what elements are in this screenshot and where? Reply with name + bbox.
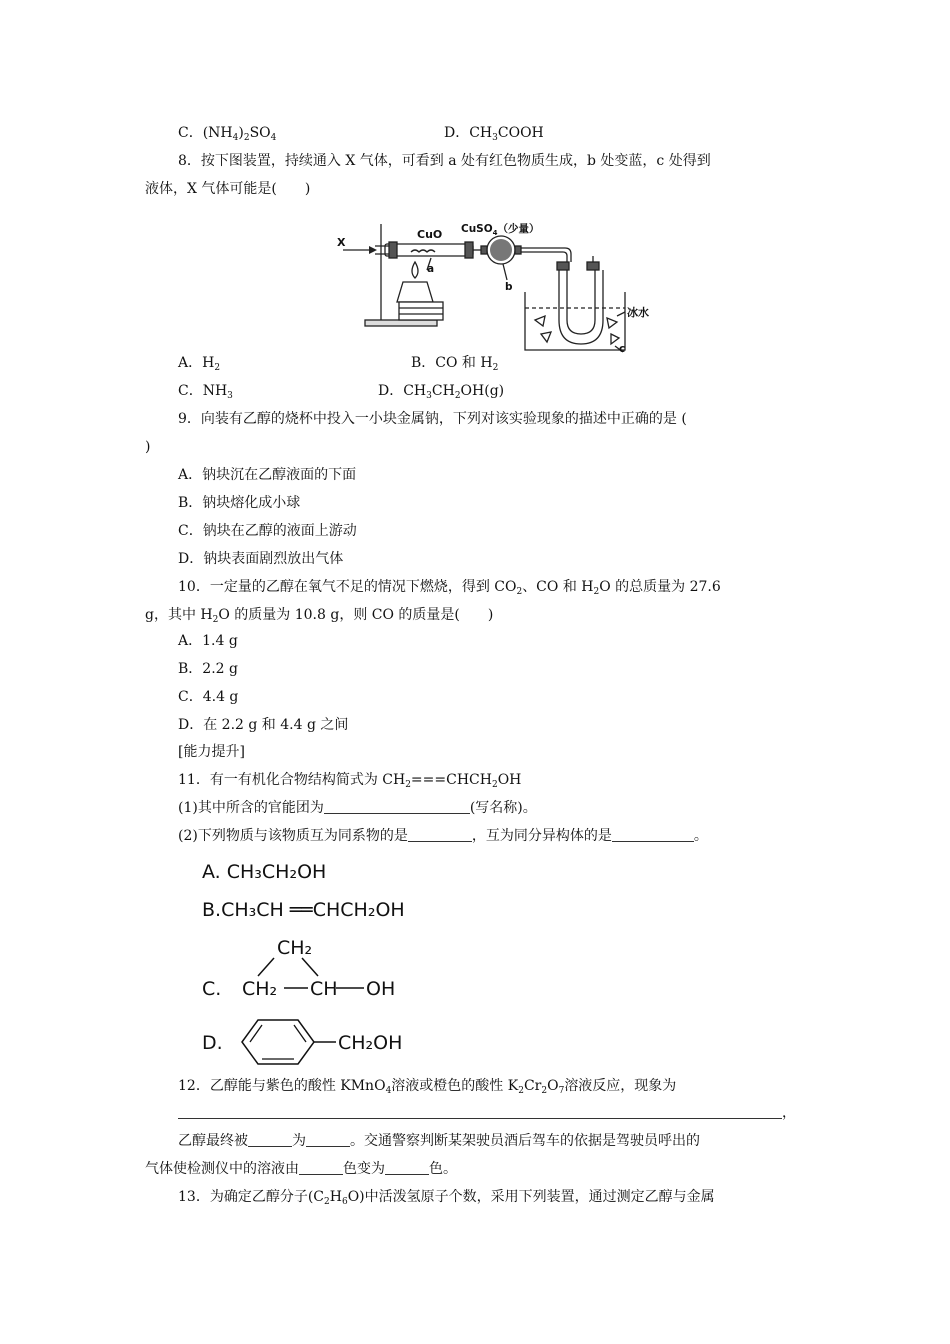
q8-apparatus-figure (335, 212, 665, 354)
q10-option-b: B．2.2 g (178, 661, 238, 677)
q8-stem-line2: 液体，X 气体可能是( ) (145, 181, 311, 197)
fig-label-cuo: CuO (417, 228, 443, 241)
answer-blank (299, 1161, 343, 1175)
q9-option-b: B．钠块熔化成小球 (178, 495, 301, 511)
answer-blank (178, 1105, 782, 1119)
answer-blank (385, 1161, 429, 1175)
svg-text:CH₂: CH₂ (277, 937, 313, 959)
q9-stem-line1: 9．向装有乙醇的烧杯中投入一小块金属钠，下列对该实验现象的描述中正确的是 ( (178, 411, 687, 427)
fig-label-icewater: 冰水 (627, 306, 649, 319)
fig-label-c: c (619, 343, 626, 354)
q12-line1: 12．乙醇能与紫色的酸性 KMnO$_4$溶液或橙色的酸性 $K_2Cr_2O_7$溶液反应，现象为 (178, 1078, 677, 1096)
q10-stem-line2: g，其中 $H_2O$ 的质量为 10.8 g，则 CO 的质量是( ) (145, 607, 494, 625)
q8-option-b: B．CO 和 $H_2$ (411, 355, 499, 373)
q8-option-a: A．$H_2$ (178, 355, 221, 373)
q9-option-c: C．钠块在乙醇的液面上游动 (178, 523, 357, 539)
fig-label-cuso4: CuSO$_4$（少量） (461, 223, 540, 237)
q10-stem-line1: 10．一定量的乙醇在氧气不足的情况下燃烧，得到 $CO_2$、CO 和 $H_2O$ 的总质量为 27.6 (178, 579, 721, 597)
q10-option-c: C．4.4 g (178, 689, 239, 705)
q9-stem-line2: ) (145, 439, 151, 455)
q10-option-a: A．1.4 g (178, 633, 238, 649)
answer-blank (324, 800, 470, 814)
svg-text:D.: D. (202, 1032, 223, 1054)
q8-stem-line1: 8．按下图装置，持续通入 X 气体，可看到 a 处有红色物质生成，b 处变蓝，c 处得到 (178, 153, 711, 169)
q9-option-a: A．钠块沉在乙醇液面的下面 (178, 467, 357, 483)
answer-blank (408, 828, 472, 842)
svg-text:CH₂: CH₂ (242, 978, 278, 1000)
q12-line4: 气体使检测仪中的溶液由 色变为 色。 (145, 1161, 457, 1177)
svg-text:CH: CH (310, 978, 338, 1000)
section-label: [能力提升] (178, 744, 245, 760)
svg-text:C.: C. (202, 978, 222, 1000)
q11-stem: 11．有一有机化合物结构简式为 $CH_2===CHCH_2OH$ (178, 772, 522, 790)
q10-option-d: D．在 2.2 g 和 4.4 g 之间 (178, 717, 349, 733)
q8-option-c: C．$NH_3$ (178, 383, 233, 401)
q11-option-d-structure (200, 1012, 430, 1072)
q7-option-c: C．$(NH_4)_2SO_4$ (178, 125, 277, 143)
svg-text:CH₂OH: CH₂OH (338, 1032, 403, 1054)
svg-text:OH: OH (366, 978, 396, 1000)
q8-option-d: D．$CH_3CH_2OH(g)$ (378, 383, 505, 401)
q11-option-b: B.CH₃CH ══CHCH₂OH (202, 899, 405, 921)
q11-sub1: (1)其中所含的官能团为 (写名称)。 (178, 800, 537, 816)
q12-line2: ， (178, 1104, 796, 1122)
fig-label-x: X (337, 236, 346, 249)
q12-line3: 乙醇最终被 为 。交通警察判断某架驶员酒后驾车的依据是驾驶员呼出的 (178, 1133, 700, 1149)
q7-option-d: D．$CH_3COOH$ (444, 125, 544, 143)
answer-blank (248, 1133, 292, 1147)
q11-option-c-structure (200, 932, 420, 1004)
q9-option-d: D．钠块表面剧烈放出气体 (178, 551, 344, 567)
fig-label-b: b (505, 281, 513, 293)
q13-line1: 13．为确定乙醇分子$(C_2H_6O)$中活泼氢原子个数，采用下列装置，通过测定乙醇与金属 (178, 1189, 715, 1207)
benzene-ring-icon (242, 1020, 314, 1064)
answer-blank (612, 828, 694, 842)
answer-blank (306, 1133, 350, 1147)
q11-option-a: A. CH₃CH₂OH (202, 861, 327, 883)
fig-label-a: a (427, 263, 435, 275)
q11-sub2: (2)下列物质与该物质互为同系物的是 ，互为同分异构体的是 。 (178, 828, 708, 844)
